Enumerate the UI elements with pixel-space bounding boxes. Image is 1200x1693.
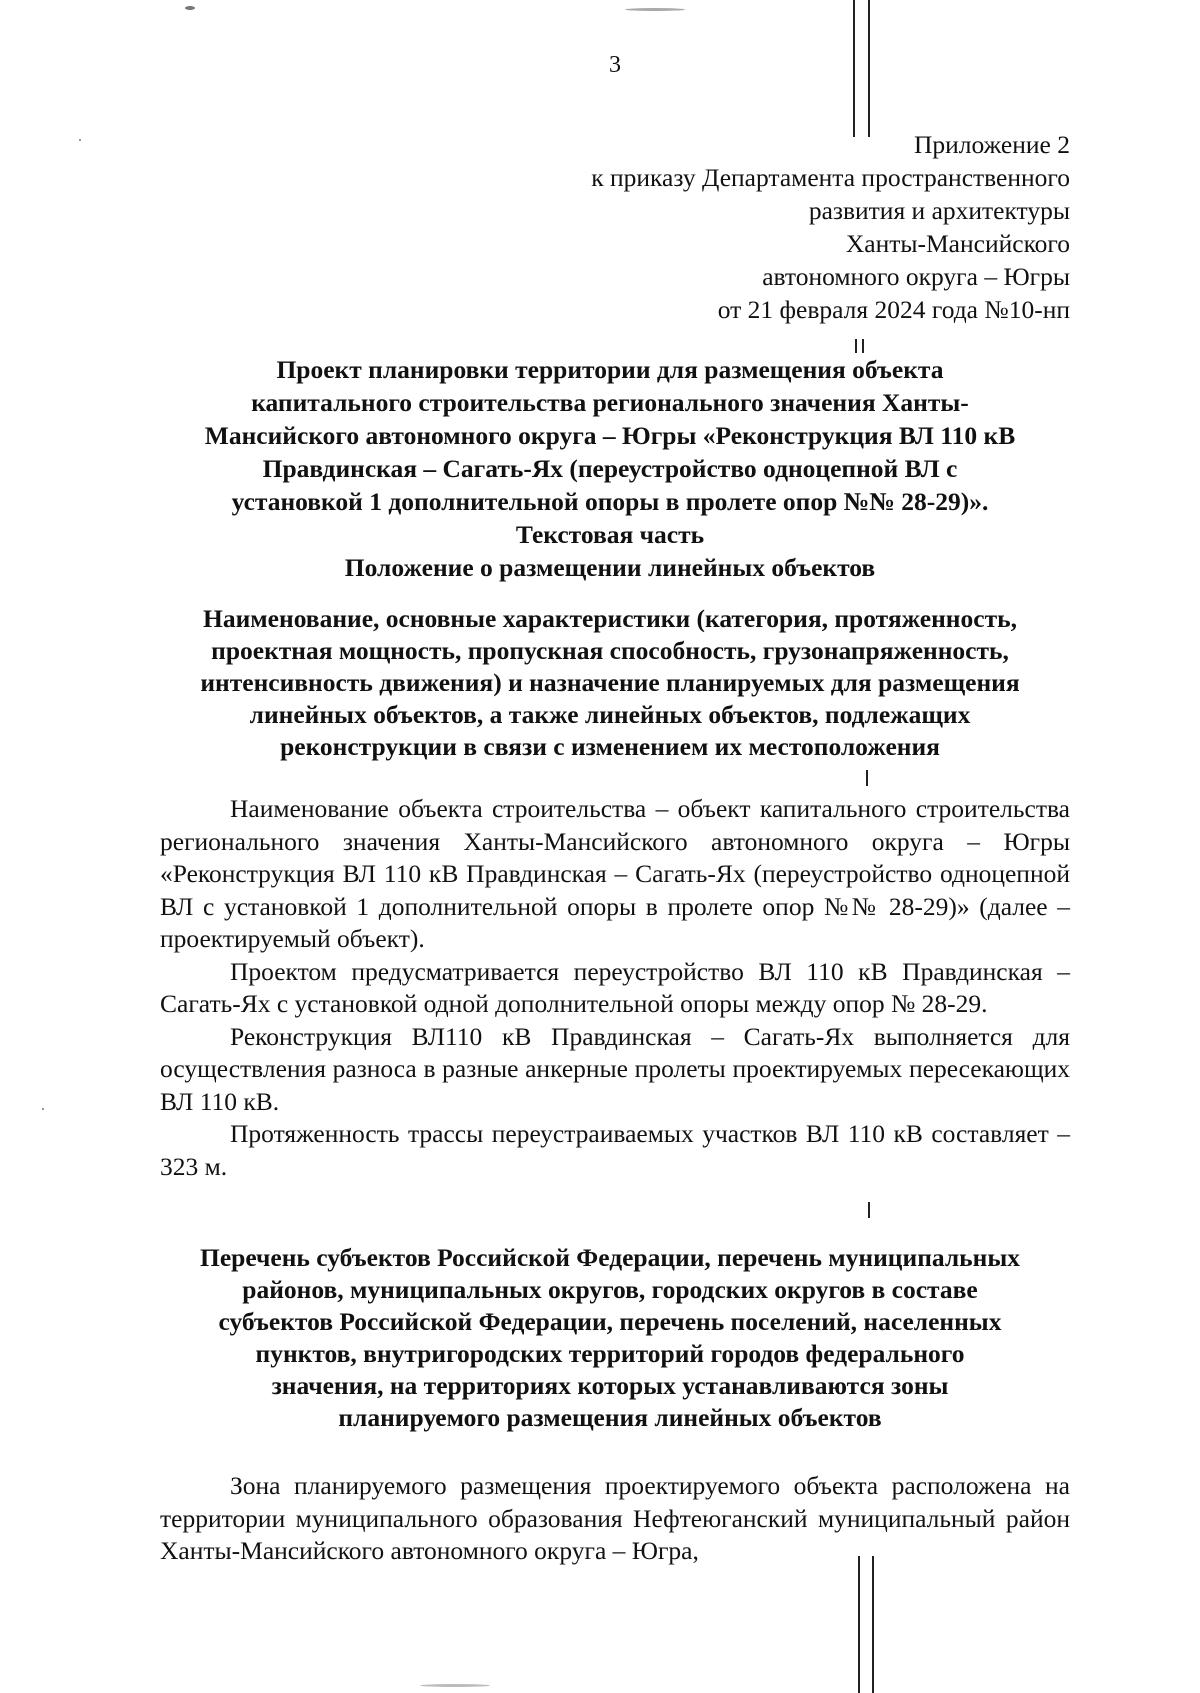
title-line: Текстовая часть [515,520,705,549]
title-line: Правдинская – Сагать-Ях (переустройство одноцепной ВЛ с [262,454,958,483]
heading-line: Наименование, основные характеристики (категория, протяженность, [203,604,1017,633]
appendix-line: Ханты-Мансийского [845,229,1070,258]
title-line: Проект планировки территории для размещения объекта [276,355,944,384]
heading-line: пунктов, внутригородских территорий городов федерального [255,1339,965,1368]
scan-artifact-bottom-line-1 [858,1556,860,1693]
scan-speck [79,139,81,141]
appendix-line: автономного округа – Югры [762,262,1070,291]
scan-artifact-mark-2 [862,339,864,353]
title-line: капитального строительства регионального значения Ханты- [251,388,969,417]
title-line: Мансийского автономного округа – Югры «Реконструкция ВЛ 110 кВ [204,421,1016,450]
appendix-line: развития и архитектуры [808,196,1070,225]
appendix-line: от 21 февраля 2024 года №10-нп [717,295,1070,324]
heading-line: значения, на территориях которых устанавливаются зоны [271,1371,949,1400]
section-heading-territories [150,1242,1070,1434]
heading-line: линейных объектов, а также линейных объектов, подлежащих [249,700,971,729]
heading-line: планируемого размещения линейных объектов [338,1403,882,1432]
paragraph: Протяженность трассы переустраиваемых участков ВЛ 110 кВ составляет – 323 м. [160,1119,1070,1181]
paragraph: Реконструкция ВЛ110 кВ Правдинская – Сагать-Ях выполняется для осуществления разноса в разные анкерные пролеты проектируемых пересекающих ВЛ 110 кВ. [160,1021,1070,1116]
heading-line: интенсивность движения) и назначение планируемых для размещения [200,668,1020,697]
appendix-line: Приложение 2 [914,130,1070,159]
paragraph: Наименование объекта строительства – объект капитального строительства регионального значения Ханты-Мансийского автономного округа – Югры «Реконструкция ВЛ 110 кВ Правдинская – Сагать-Ях (переустройство одноцепной ВЛ с установкой 1 дополнительной опоры в пролете опор №№ 28-29)» (далее – проектируемый объект). [160,794,1070,953]
appendix-header [430,128,1070,326]
title-line: установкой 1 дополнительной опоры в пролете опор №№ 28-29)». [231,487,989,516]
scan-speck [42,1108,44,1110]
paragraph: Проектом предусматривается переустройство ВЛ 110 кВ Правдинская – Сагать-Ях с установкой одной дополнительной опоры между опор № 28-29. [160,956,1070,1018]
title-line: Положение о размещении линейных объектов [344,553,876,582]
heading-line: субъектов Российской Федерации, перечень поселений, населенных [218,1307,1002,1336]
section-body-characteristics [160,793,1070,1183]
scan-artifact-mark-3 [866,770,868,786]
heading-line: проектная мощность, пропускная способность, грузонапряженность, [211,636,1009,665]
paragraph: Зона планируемого размещения проектируемого объекта расположена на территории муниципального образования Нефтеюганский муниципальный район Ханты-Мансийского автономного округа – Югра, [160,1471,1070,1565]
heading-line: Перечень субъектов Российской Федерации, перечень муниципальных [200,1243,1020,1272]
heading-line: районов, муниципальных округов, городских округов в составе [242,1275,978,1304]
scan-speck [185,6,195,10]
heading-line: реконструкции в связи с изменением их местоположения [280,732,940,761]
appendix-line: к приказу Департамента пространственного [591,163,1070,192]
scan-artifact-bottom-line-2 [872,1556,874,1693]
scan-speck [420,1684,490,1687]
section-body-territories [160,1470,1070,1568]
scan-artifact-mark-4 [868,1202,870,1218]
scan-speck [625,8,685,11]
scan-artifact-mark-1 [855,339,857,353]
page-number: 3 [609,52,621,78]
section-heading-characteristics [150,603,1070,763]
document-title [150,353,1070,584]
